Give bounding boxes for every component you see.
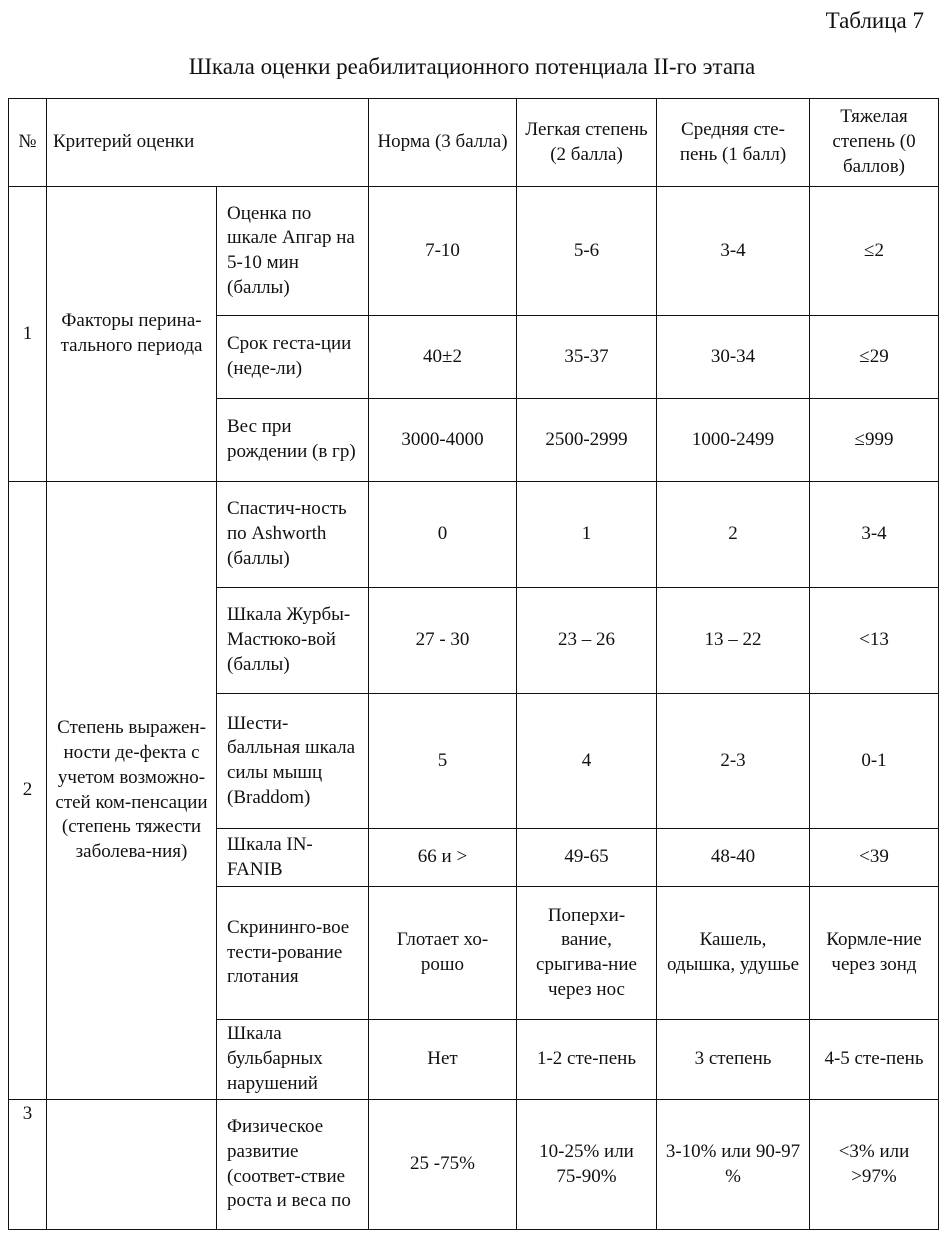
header-severe: Тяжелая степень (0 баллов) [810, 99, 939, 187]
medium-cell: 3-10% или 90-97 % [657, 1100, 810, 1230]
norm-cell: 3000-4000 [369, 399, 517, 482]
criterion-cell: Шкала IN-FANIB [217, 829, 369, 887]
group-label [47, 1100, 217, 1230]
light-cell: 5-6 [517, 187, 657, 316]
severe-cell: ≤29 [810, 316, 939, 399]
header-num: № [9, 99, 47, 187]
severe-cell: Кормле-ние через зонд [810, 887, 939, 1020]
norm-cell: 7-10 [369, 187, 517, 316]
severe-cell: ≤2 [810, 187, 939, 316]
light-cell: 10-25% или 75-90% [517, 1100, 657, 1230]
norm-cell: 27 - 30 [369, 588, 517, 694]
criterion-cell: Шкала Журбы-Мастюко-вой (баллы) [217, 588, 369, 694]
severe-cell: <13 [810, 588, 939, 694]
table-row [9, 1100, 939, 1230]
medium-cell: 3-4 [657, 187, 810, 316]
severe-cell: 0-1 [810, 694, 939, 829]
light-cell: 4 [517, 694, 657, 829]
criterion-cell: Спастич-ность по Ashworth (баллы) [217, 482, 369, 588]
medium-cell: 30-34 [657, 316, 810, 399]
light-cell: 23 – 26 [517, 588, 657, 694]
light-cell: 49-65 [517, 829, 657, 887]
norm-cell: Нет [369, 1020, 517, 1100]
group-label: Факторы перина-тального периода [47, 187, 217, 482]
medium-cell: 2-3 [657, 694, 810, 829]
criterion-cell: Физическое развитие (соответ-ствие роста и веса по [217, 1100, 369, 1230]
criterion-cell: Оценка по шкале Апгар на 5-10 мин (баллы) [217, 187, 369, 316]
table-title: Шкала оценки реабилитационного потенциала II-го этапа [188, 54, 756, 79]
light-cell: 1 [517, 482, 657, 588]
light-cell: Поперхи-вание, срыгива-ние через нос [517, 887, 657, 1020]
norm-cell: Глотает хо-рошо [369, 887, 517, 1020]
norm-cell: 25 -75% [369, 1100, 517, 1230]
light-cell: 35-37 [517, 316, 657, 399]
header-light: Легкая степень (2 балла) [517, 99, 657, 187]
rehab-scale-table [8, 98, 939, 1230]
header-criterion: Критерий оценки [47, 99, 369, 187]
group-number: 3 [9, 1100, 47, 1230]
header-medium: Средняя сте-пень (1 балл) [657, 99, 810, 187]
criterion-cell: Шкала бульбарных нарушений [217, 1020, 369, 1100]
severe-cell: <3% или >97% [810, 1100, 939, 1230]
header-row [9, 99, 939, 187]
header-norm: Норма (3 балла) [369, 99, 517, 187]
table-number: Таблица 7 [825, 8, 924, 33]
criterion-cell: Шести-балльная шкала силы мышц (Braddom) [217, 694, 369, 829]
medium-cell: Кашель, одышка, удушье [657, 887, 810, 1020]
group-number: 2 [9, 482, 47, 1100]
table-row [9, 482, 939, 588]
medium-cell: 3 степень [657, 1020, 810, 1100]
severe-cell: <39 [810, 829, 939, 887]
norm-cell: 66 и > [369, 829, 517, 887]
medium-cell: 1000-2499 [657, 399, 810, 482]
medium-cell: 48-40 [657, 829, 810, 887]
severe-cell: 3-4 [810, 482, 939, 588]
criterion-cell: Вес при рождении (в гр) [217, 399, 369, 482]
norm-cell: 40±2 [369, 316, 517, 399]
light-cell: 1-2 сте-пень [517, 1020, 657, 1100]
group-label: Степень выражен-ности де-фекта с учетом возможно-стей ком-пенсации (степень тяжести заболева-ния) [47, 482, 217, 1100]
group-number: 1 [9, 187, 47, 482]
severe-cell: 4-5 сте-пень [810, 1020, 939, 1100]
medium-cell: 13 – 22 [657, 588, 810, 694]
medium-cell: 2 [657, 482, 810, 588]
table-row [9, 187, 939, 316]
norm-cell: 5 [369, 694, 517, 829]
norm-cell: 0 [369, 482, 517, 588]
light-cell: 2500-2999 [517, 399, 657, 482]
criterion-cell: Скрининго-вое тести-рование глотания [217, 887, 369, 1020]
criterion-cell: Срок геста-ции (неде-ли) [217, 316, 369, 399]
severe-cell: ≤999 [810, 399, 939, 482]
